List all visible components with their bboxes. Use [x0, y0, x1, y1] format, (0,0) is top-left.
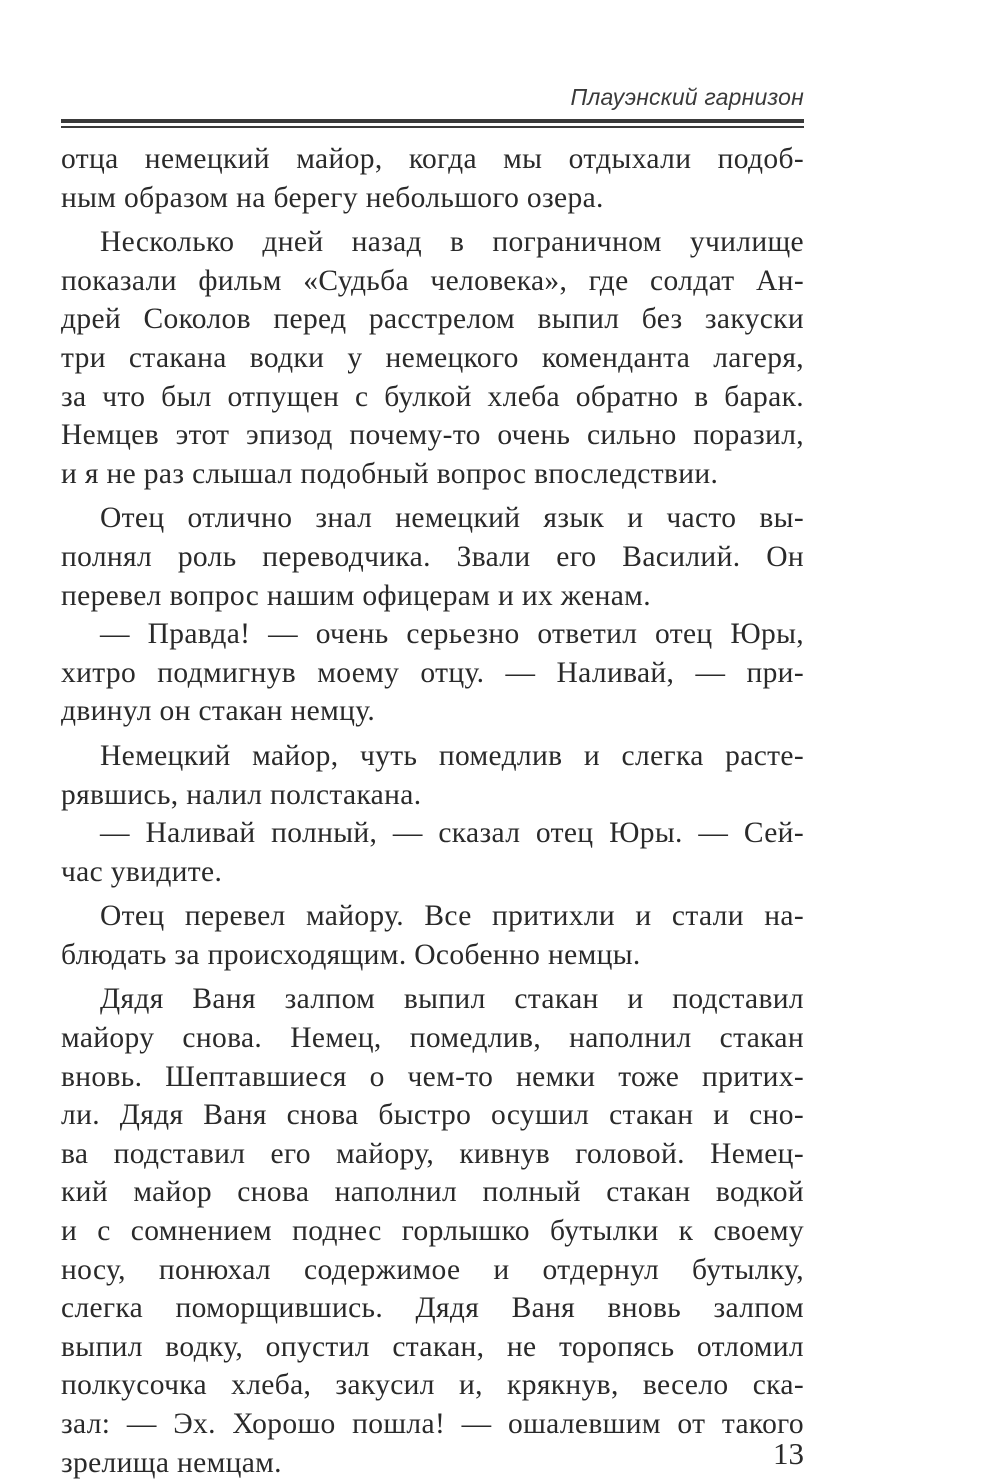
text-line: Несколько дней назад в пограничном училище — [100, 226, 804, 259]
text-line: майору снова. Немец, помедлив, наполнил стакан — [61, 1022, 804, 1055]
text-line: выпил водку, опустил стакан, не торопясь отломил — [61, 1330, 804, 1363]
header-rule-thin — [61, 126, 804, 128]
text-line: полкусочка хлеба, закусил и, крякнув, весело ска- — [61, 1369, 804, 1402]
text-line: двинул он стакан немцу. — [61, 695, 376, 728]
text-line: вновь. Шептавшиеся о чем-то немки тоже притих- — [61, 1060, 804, 1093]
text-line: слегка поморщившись. Дядя Ваня вновь залпом — [61, 1292, 804, 1325]
text-line: полнял роль переводчика. Звали его Василий. Он — [61, 540, 804, 573]
text-line: ва подставил его майору, кивнув головой. Немец- — [61, 1137, 804, 1170]
text-line: перевел вопрос нашим офицерам и их женам. — [61, 579, 651, 612]
text-line: дрей Соколов перед расстрелом выпил без закуски — [61, 303, 804, 336]
text-line: зрелища немцам. — [61, 1446, 282, 1479]
body-text — [61, 140, 804, 1482]
text-line: Немецкий майор, чуть помедлив и слегка расте- — [100, 739, 804, 772]
text-line: отца немецкий майор, когда мы отдыхали подоб- — [61, 143, 804, 175]
text-line: и я не раз слышал подобный вопрос впоследствии. — [61, 457, 719, 490]
running-title: Плауэнский гарнизон — [570, 84, 804, 110]
page-number: 13 — [773, 1436, 804, 1471]
text-line: рявшись, налил полстакана. — [61, 778, 422, 811]
text-line: Немцев этот эпизод почему-то очень сильно поразил, — [61, 419, 804, 452]
text-line: носу, понюхал содержимое и отдернул бутылку, — [61, 1253, 804, 1286]
text-line: за что был отпущен с булкой хлеба обратно в барак. — [61, 380, 804, 413]
text-line: показали фильм «Судьба человека», где солдат Ан- — [61, 264, 804, 297]
text-line: хитро подмигнув моему отцу. — Наливай, — при- — [61, 656, 804, 689]
text-line: Дядя Ваня залпом выпил стакан и подставил — [100, 983, 804, 1016]
text-line: — Правда! — очень серьезно ответил отец Юры, — [100, 618, 804, 651]
text-line: ным образом на берегу небольшого озера. — [61, 181, 604, 214]
text-line: кий майор снова наполнил полный стакан водкой — [61, 1176, 804, 1209]
text-line: час увидите. — [61, 855, 223, 888]
header-rule-thick — [61, 119, 804, 123]
text-line: — Наливай полный, — сказал отец Юры. — Сей- — [100, 817, 804, 850]
text-line: три стакана водки у немецкого коменданта лагеря, — [61, 341, 804, 374]
text-line: зал: — Эх. Хорошо пошла! — ошалевшим от такого — [61, 1408, 804, 1440]
text-line: Отец перевел майору. Все притихли и стали на- — [100, 900, 804, 933]
text-line: ли. Дядя Ваня снова быстро осушил стакан и сно- — [61, 1099, 804, 1132]
text-line: Отец отлично знал немецкий язык и часто вы- — [100, 502, 804, 535]
text-line: блюдать за происходящим. Особенно немцы. — [61, 938, 641, 971]
text-line: и с сомнением поднес горлышко бутылки к своему — [61, 1215, 804, 1248]
